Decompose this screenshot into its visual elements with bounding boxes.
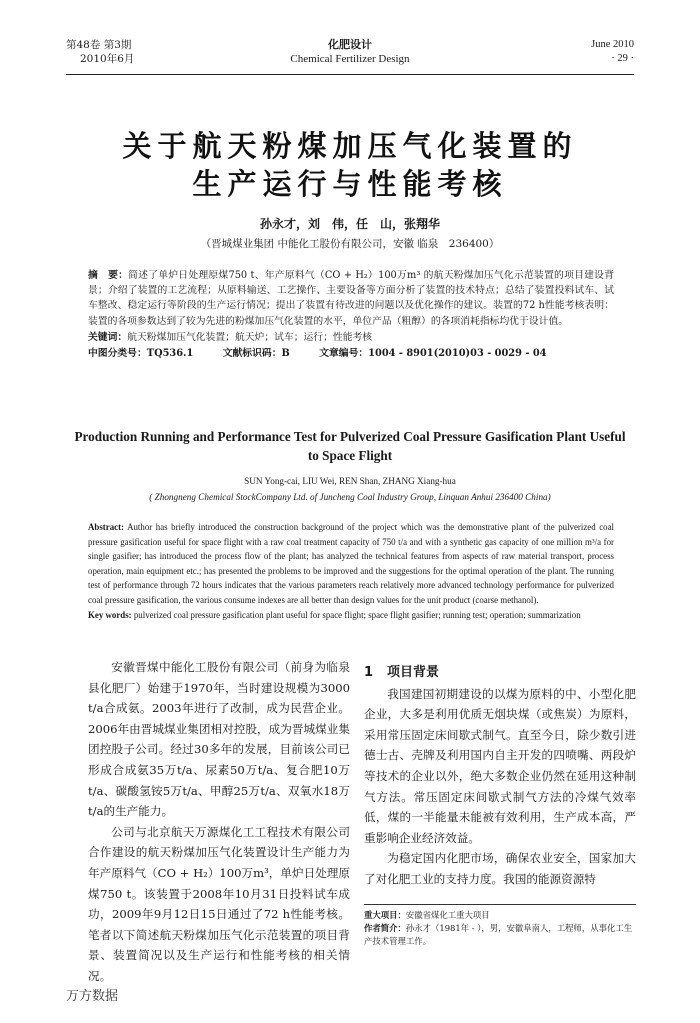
bio-label: 作者简介： (364, 923, 406, 933)
english-abstract (88, 520, 614, 622)
chinese-abstract (88, 268, 614, 361)
body-paragraph: 我国建国初期建设的以煤为原料的中、小型化肥企业，大多是利用优质无烟块煤（或焦炭）为原料，采用常压固定床间歇式制气。直至今日，除少数引进德士古、壳牌及利用国内自主开发的四喷嘴、两段炉等技术的企业以外，绝大多数企业仍然在延用这种制气方法。常压固定床间歇式制气方法的冷煤气效率低，煤的一半能量未能被有效利用，生产成本高，严重影响企业经济效益。 (364, 686, 636, 845)
document-code: 文献标识码：B (222, 348, 290, 360)
title-line-2: 生产运行与性能考核 (192, 167, 508, 201)
english-abstract-text: Author has briefly introduced the construction background of the project which was the demonstrative plant of the pulverized coal pressure gasification useful for space flight with a raw coal treatment capacity of 750 t/a and with a synthetic gas capacity of one million m³/a for single gasifier; has introduced the process flow of the plant; has analyzed the technical features from aspects of raw material transport, process operation, main equipment etc.; has presented the problems to be improved and the suggestions for the optimal operation of the plant. The running test of performance through 72 hours indicates that the various parameters reach relatively more advanced technology performance for pulverized coal pressure gasification, the various consume indexes are all better than design values for the unit product (coarse methanol). (88, 522, 614, 605)
english-keywords-text: pulverized coal pressure gasification plant useful for space flight; space flight gasifier; running test; operation; summarization (133, 609, 581, 620)
funding-text: 安徽省煤化工重大项目 (405, 910, 490, 920)
clc-number: 中图分类号：TQ536.1 (88, 348, 194, 360)
keywords-text: 航天粉煤加压气化装置；航天炉；试车；运行；性能考核 (127, 331, 373, 343)
english-abstract-paragraph (88, 520, 614, 608)
bio-text: 孙永才（1981年 - ），男，安徽阜南人，工程师，从事化工生产技术管理工作。 (364, 923, 633, 946)
body-paragraph: 公司与北京航天万源煤化工工程技术有限公司合作建设的航天粉煤加压气化装置设计生产能力为年产原料气（CO + H₂）100万m³，单炉日处理原煤750 t。该装置于2008年10月31日投料试车成功，2009年9月12日15日通过了72 h性能考核。笔者以下简述航天粉煤加压气化示范装置的项目背景、装置简况以及生产运行和性能考核的相关情况。 (88, 824, 350, 983)
body-paragraph: 安徽晋煤中能化工股份有限公司（前身为临泉县化肥厂）始建于1970年，当时建设规模为3000 t/a合成氨。2003年进行了改制，成为民营企业。2006年由晋城煤业集团相对控股，成为晋城煤业集团控股子公司。经过30多年的发展，目前该公司已形成合成氨35万t/a、尿素50万t/a、复合肥10万t/a、碳酸氢铵5万t/a、甲醇25万t/a、双氧水18万t/a的生产能力。 (88, 660, 350, 819)
affiliation: （晋城煤业集团 中能化工股份有限公司，安徽 临泉 236400） (200, 238, 500, 250)
watermark: 万方数据 (66, 989, 119, 1004)
paper-title (0, 127, 700, 203)
english-abstract-label: Abstract: (88, 522, 124, 532)
abstract-paragraph (88, 268, 614, 329)
keywords-label: 关键词： (88, 331, 128, 343)
keywords-line (88, 330, 614, 345)
journal-name-en: Chemical Fertilizer Design (290, 53, 410, 65)
section-title: 项目背景 (387, 665, 440, 680)
body-column-right (364, 657, 636, 890)
classification-line (88, 346, 614, 361)
page-number: · 29 · (611, 53, 634, 64)
body-column-left (88, 657, 350, 987)
section-number: 1 (364, 665, 374, 680)
running-header (66, 38, 634, 75)
footnote (364, 904, 636, 948)
abstract-text: 简述了单炉日处理原煤750 t、年产原料气（CO + H₂）100万m³ 的航天粉煤加压气化示范装置的项目建设背景；介绍了装置的工艺流程；从原料输送、工艺操作、主要设备等方面分析了装置的技术特点；总结了装置投料试车、试车整改、稳定运行等阶段的生产运行情况；提出了装置有待改进的问题以及优化操作的建议。装置的72 h性能考核表明：装置的各项参数达到了较为先进的粉煤加压气化装置的水平，单位产品（粗醇）的各项消耗指标均优于设计值。 (88, 270, 615, 327)
section-heading (364, 663, 636, 684)
author-list: 孙永才，刘 伟，任 山，张翔华 (259, 217, 440, 231)
issue-date-cn: 2010年6月 (80, 53, 135, 65)
english-keywords-line (88, 608, 614, 623)
funding-label: 重大项目： (364, 910, 406, 920)
body-paragraph: 为稳定国内化肥市场，确保农业安全，国家加大了对化肥工业的支持力度。我国的能源资源特 (364, 851, 636, 886)
header-right (591, 38, 634, 66)
title-line-1: 关于航天粉煤加压气化装置的 (122, 129, 578, 163)
english-keywords-label: Key words: (88, 609, 132, 620)
header-center (66, 38, 634, 66)
abstract-label: 摘 要： (88, 270, 129, 281)
funding-note (364, 909, 636, 922)
english-affiliation: ( Zhongneng Chemical StockCompany Ltd. of Juncheng Coal Industry Group, Linquan Anhui 236400 China) (149, 492, 551, 502)
volume-issue: 第48卷 第3期 (66, 39, 132, 51)
english-authors: SUN Yong-cai, LIU Wei, REN Shan, ZHANG Xiang-hua (244, 476, 456, 486)
english-title: Production Running and Performance Test for Pulverized Coal Pressure Gasification Plant Useful to Space Flight (74, 429, 626, 463)
issue-date-en: June 2010 (591, 39, 634, 50)
journal-name-cn: 化肥设计 (328, 38, 372, 51)
author-bio (364, 922, 636, 948)
article-number: 文章编号：1004 - 8901(2010)03 - 0029 - 04 (319, 348, 547, 360)
